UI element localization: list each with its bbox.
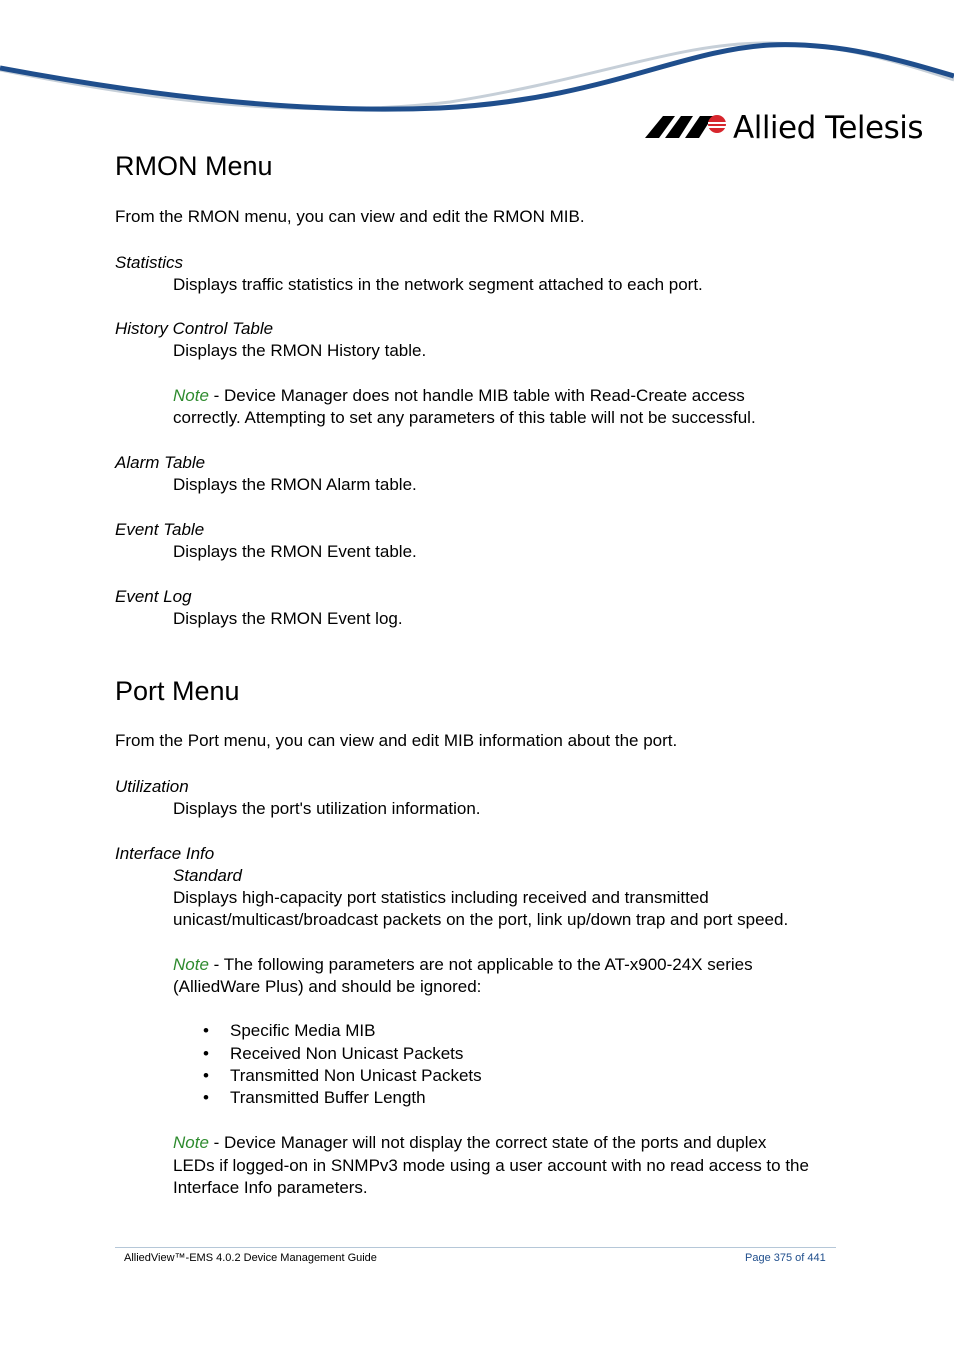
logo-text: Allied Telesis — [733, 110, 923, 146]
rmon-intro: From the RMON menu, you can view and edit the RMON MIB. — [115, 207, 585, 226]
desc-statistics: Displays traffic statistics in the network segment attached to each port. — [173, 275, 703, 294]
desc-event-log: Displays the RMON Event log. — [173, 609, 403, 628]
note-text: - Device Manager does not handle MIB table with Read-Create access — [208, 386, 745, 405]
list-item: Received Non Unicast Packets — [230, 1044, 464, 1063]
note-label: Note — [173, 386, 209, 405]
port-menu-heading: Port Menu — [115, 676, 240, 706]
note-text: - Device Manager will not display the correct state of the ports and duplex — [208, 1133, 767, 1152]
note-label: Note — [173, 1133, 209, 1152]
desc-interface-line1: Displays high-capacity port statistics including received and transmitted — [173, 888, 709, 907]
term-alarm-table: Alarm Table — [115, 453, 206, 472]
desc-event-table: Displays the RMON Event table. — [173, 542, 417, 561]
term-utilization: Utilization — [115, 777, 189, 796]
bullet-dot-icon: • — [203, 1066, 209, 1085]
bullet-dot-icon: • — [203, 1088, 209, 1107]
note-label: Note — [173, 955, 209, 974]
port-note1-line2: (AlliedWare Plus) and should be ignored: — [173, 977, 482, 996]
term-statistics: Statistics — [115, 253, 184, 272]
term-event-table: Event Table — [115, 520, 205, 539]
desc-history-control-table: Displays the RMON History table. — [173, 341, 427, 360]
rmon-note-line1 — [173, 386, 745, 406]
list-item: Transmitted Buffer Length — [230, 1088, 426, 1107]
port-note2-line1 — [173, 1133, 766, 1153]
term-history-control-table: History Control Table — [115, 319, 274, 338]
note-text: - The following parameters are not applicable to the AT-x900-24X series — [208, 955, 753, 974]
logo-mark-icon — [645, 108, 729, 148]
footer-page-number: Page 375 of 441 — [745, 1252, 826, 1264]
list-item: Transmitted Non Unicast Packets — [230, 1066, 482, 1085]
footer-divider — [115, 1247, 836, 1248]
term-event-log: Event Log — [115, 587, 192, 606]
desc-alarm-table: Displays the RMON Alarm table. — [173, 475, 417, 494]
port-note1-line1 — [173, 955, 753, 975]
port-note2-line3: Interface Info parameters. — [173, 1178, 368, 1197]
subterm-standard: Standard — [173, 866, 242, 885]
list-item: Specific Media MIB — [230, 1021, 376, 1040]
bullet-dot-icon: • — [203, 1044, 209, 1063]
allied-telesis-logo — [645, 108, 923, 148]
footer-guide-title: AlliedView™-EMS 4.0.2 Device Management Guide — [124, 1252, 377, 1264]
port-note2-line2: LEDs if logged-on in SNMPv3 mode using a user account with no read access to the — [173, 1156, 809, 1175]
rmon-menu-heading: RMON Menu — [115, 151, 273, 181]
term-interface-info: Interface Info — [115, 844, 215, 863]
desc-utilization: Displays the port's utilization information. — [173, 799, 481, 818]
bullet-dot-icon: • — [203, 1021, 209, 1040]
port-intro: From the Port menu, you can view and edit MIB information about the port. — [115, 731, 678, 750]
rmon-note-line2: correctly. Attempting to set any parameters of this table will not be successful. — [173, 408, 756, 427]
desc-interface-line2: unicast/multicast/broadcast packets on the port, link up/down trap and port speed. — [173, 910, 789, 929]
